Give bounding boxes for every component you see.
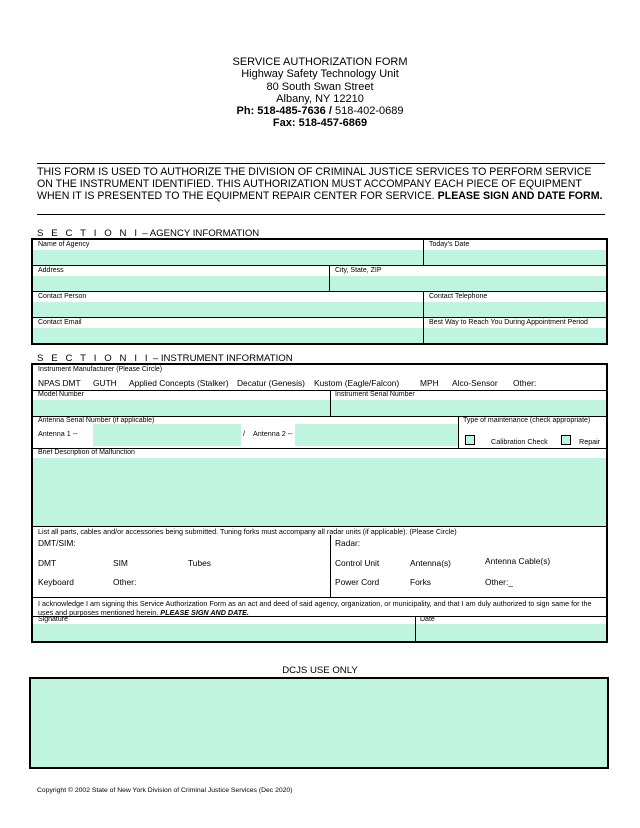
- best-way-label: Best Way to Reach You During Appointment Period: [429, 319, 588, 326]
- phone-alt: 518-402-0689: [331, 105, 404, 118]
- part-antennas[interactable]: Antenna(s): [410, 558, 451, 568]
- part-power-cord[interactable]: Power Cord: [335, 577, 380, 587]
- city-address: Albany, NY 12210: [276, 92, 364, 105]
- notice-bottom-rule: [37, 214, 605, 215]
- mfr-alco-sensor[interactable]: Alco-Sensor: [452, 378, 498, 388]
- notice-text: [37, 166, 605, 203]
- part-other-left[interactable]: Other:: [113, 577, 137, 587]
- acknowledgement-emphasis: PLEASE SIGN AND DATE.: [160, 607, 249, 617]
- contact-person-label: Contact Person: [38, 293, 87, 300]
- part-antenna-cables[interactable]: Antenna Cable(s): [485, 556, 551, 566]
- contact-telephone-field[interactable]: [424, 302, 606, 317]
- serial-number-field[interactable]: [331, 400, 606, 416]
- signature-label: Signature: [38, 616, 68, 623]
- antenna-slash: /: [243, 429, 245, 438]
- dcjs-use-only-title: DCJS USE ONLY: [282, 665, 358, 676]
- section2-prefix: S E C T I O N I I: [37, 353, 151, 364]
- antenna1-label: Antenna 1 --: [38, 429, 78, 438]
- mfr-applied-concepts[interactable]: Applied Concepts (Stalker): [129, 378, 229, 388]
- mfr-guth[interactable]: GUTH: [93, 378, 117, 388]
- divider: [330, 535, 331, 597]
- mfr-npas-dmt[interactable]: NPAS DMT: [38, 378, 81, 388]
- part-forks[interactable]: Forks: [410, 577, 431, 587]
- mfr-mph[interactable]: MPH: [420, 378, 439, 388]
- address-cell: [33, 266, 330, 292]
- best-way-cell: [424, 318, 606, 343]
- radar-label: Radar:: [335, 538, 361, 548]
- copyright-footer: Copyright © 2002 State of New York Division of Criminal Justice Services (Dec 2020): [37, 787, 293, 794]
- repair-label: Repair: [579, 437, 601, 446]
- dcjs-use-only-box[interactable]: [29, 677, 609, 769]
- manufacturer-label: Instrument Manufacturer (Please Circle): [38, 366, 163, 373]
- malfunction-field[interactable]: [33, 458, 606, 526]
- phone-primary: Ph: 518-485-7636 /: [236, 105, 332, 118]
- serial-number-label: Instrument Serial Number: [335, 391, 415, 398]
- part-control-unit[interactable]: Control Unit: [335, 558, 380, 568]
- mfr-decatur[interactable]: Decatur (Genesis): [237, 378, 305, 388]
- mfr-other[interactable]: Other:: [513, 378, 537, 388]
- date-label: Date: [420, 616, 435, 623]
- city-state-zip-field[interactable]: [330, 276, 606, 291]
- divider: [458, 416, 459, 448]
- city-state-zip-label: City, State, ZIP: [335, 267, 382, 274]
- antenna-serial-label: Antenna Serial Number (if applicable): [38, 417, 155, 424]
- part-keyboard[interactable]: Keyboard: [38, 577, 74, 587]
- divider: [33, 390, 606, 391]
- contact-email-field[interactable]: [33, 328, 423, 343]
- dmt-sim-label: DMT/SIM:: [38, 538, 76, 548]
- section1-prefix: S E C T I O N I: [37, 228, 140, 239]
- todays-date-field[interactable]: [424, 250, 606, 265]
- antenna2-label: Antenna 2 --: [253, 429, 293, 438]
- agency-name-label: Name of Agency: [38, 241, 90, 248]
- agency-name-field[interactable]: [33, 250, 423, 265]
- mfr-kustom[interactable]: Kustom (Eagle/Falcon): [314, 378, 400, 388]
- signature-field[interactable]: [33, 624, 415, 641]
- part-dmt[interactable]: DMT: [38, 558, 57, 568]
- address-label: Address: [38, 267, 64, 274]
- phone-line: [0, 105, 640, 117]
- instrument-info-box: [31, 363, 608, 643]
- contact-email-label: Contact Email: [38, 319, 82, 326]
- model-number-field[interactable]: [33, 400, 330, 416]
- contact-telephone-cell: [424, 292, 606, 318]
- section2-title: – INSTRUMENT INFORMATION: [150, 353, 293, 364]
- address-field[interactable]: [33, 276, 329, 291]
- street-address: 80 South Swan Street: [266, 80, 374, 93]
- agency-name-cell: [33, 240, 424, 266]
- contact-telephone-label: Contact Telephone: [429, 293, 488, 300]
- acknowledgement-body: I acknowledge I am signing this Service Authorization Form as an act and deed of said agency, organization, or municipality, and that I am duly authorized to sign same for the uses and purposes mentioned herein.: [38, 599, 592, 617]
- calibration-check-label: Calibration Check: [491, 437, 548, 446]
- todays-date-label: Today's Date: [429, 241, 470, 248]
- form-title: SERVICE AUTHORIZATION FORM: [232, 56, 408, 68]
- part-other-right[interactable]: Other:_: [485, 577, 513, 587]
- todays-date-cell: [424, 240, 606, 266]
- contact-email-cell: [33, 318, 424, 343]
- unit-name: Highway Safety Technology Unit: [241, 68, 399, 81]
- city-state-zip-cell: [330, 266, 606, 292]
- contact-person-field[interactable]: [33, 302, 423, 317]
- model-number-label: Model Number: [38, 391, 84, 398]
- section1-title: – AGENCY INFORMATION: [139, 228, 260, 239]
- notice-emphasis: PLEASE SIGN AND DATE FORM.: [437, 190, 603, 203]
- form-header: [0, 56, 640, 130]
- notice-top-rule: [37, 163, 605, 164]
- part-tubes[interactable]: Tubes: [188, 558, 211, 568]
- divider: [33, 597, 606, 598]
- agency-info-box: [31, 238, 608, 345]
- best-way-field[interactable]: [424, 328, 606, 343]
- acknowledgement-text: [38, 600, 598, 617]
- antenna1-field[interactable]: [93, 424, 241, 446]
- malfunction-label: Brief Description of Malfunction: [38, 449, 135, 456]
- part-sim[interactable]: SIM: [113, 558, 128, 568]
- notice-body: THIS FORM IS USED TO AUTHORIZE THE DIVISION OF CRIMINAL JUSTICE SERVICES TO PERFORM SERVICE ON THE INSTRUMENT IDENTIFIED. THIS AUTHORIZATION MUST ACCOMPANY EACH PIECE OF EQUIPMENT WHEN IT IS PRESENTED TO THE EQUIPMENT REPAIR CENTER FOR SERVICE.: [37, 166, 592, 203]
- contact-person-cell: [33, 292, 424, 318]
- date-field[interactable]: [416, 624, 606, 641]
- calibration-check-checkbox[interactable]: [465, 435, 475, 445]
- maintenance-type-label: Type of maintenance (check appropriate): [463, 417, 591, 424]
- antenna2-field[interactable]: [295, 424, 458, 446]
- repair-checkbox[interactable]: [561, 435, 571, 445]
- divider: [33, 616, 606, 617]
- parts-note: List all parts, cables and/or accessories being submitted. Tuning forks must accompany all radar units (if applicable). (Please Circle): [38, 527, 457, 536]
- fax-line: Fax: 518-457-6869: [272, 117, 368, 130]
